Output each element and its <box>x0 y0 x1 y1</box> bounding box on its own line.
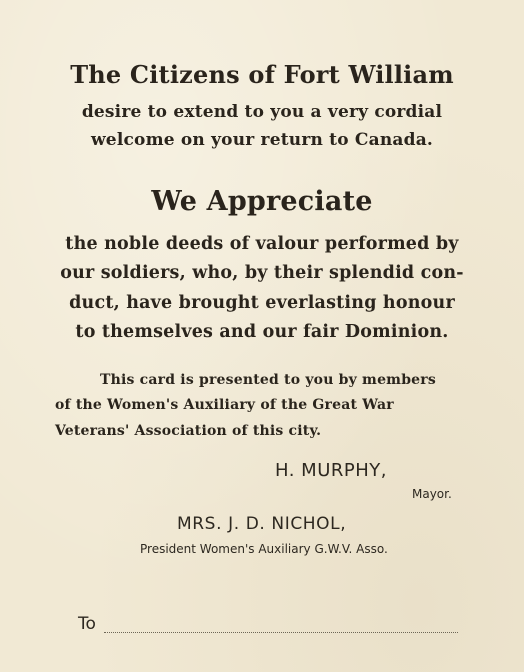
appreciation-line-3: duct, have brought everlasting honour <box>69 293 455 313</box>
president-name: MRS. J. D. NICHOL, <box>177 514 347 534</box>
presentation-line-1: This card is presented to you by members <box>100 372 436 388</box>
presentation-line-2: of the Women's Auxiliary of the Great War <box>55 397 394 413</box>
welcome-line-2: welcome on your return to Canada. <box>90 130 434 150</box>
recipient-dotted-line <box>104 632 458 633</box>
appreciation-line-2: our soldiers, who, by their splendid con- <box>60 263 464 283</box>
welcome-line-1: desire to extend to you a very cordial <box>81 102 443 122</box>
mayor-title: Mayor. <box>412 487 452 501</box>
mayor-name: H. MURPHY, <box>275 460 387 481</box>
president-title: President Women's Auxiliary G.W.V. Asso. <box>140 542 388 556</box>
appreciation-line-4: to themselves and our fair Dominion. <box>75 322 449 342</box>
presentation-line-3: Veterans' Association of this city. <box>55 423 322 439</box>
to-label: To <box>78 614 96 634</box>
card-title: The Citizens of Fort William <box>70 60 454 89</box>
appreciation-line-1: the noble deeds of valour performed by <box>65 234 459 254</box>
appreciate-heading: We Appreciate <box>151 186 373 217</box>
